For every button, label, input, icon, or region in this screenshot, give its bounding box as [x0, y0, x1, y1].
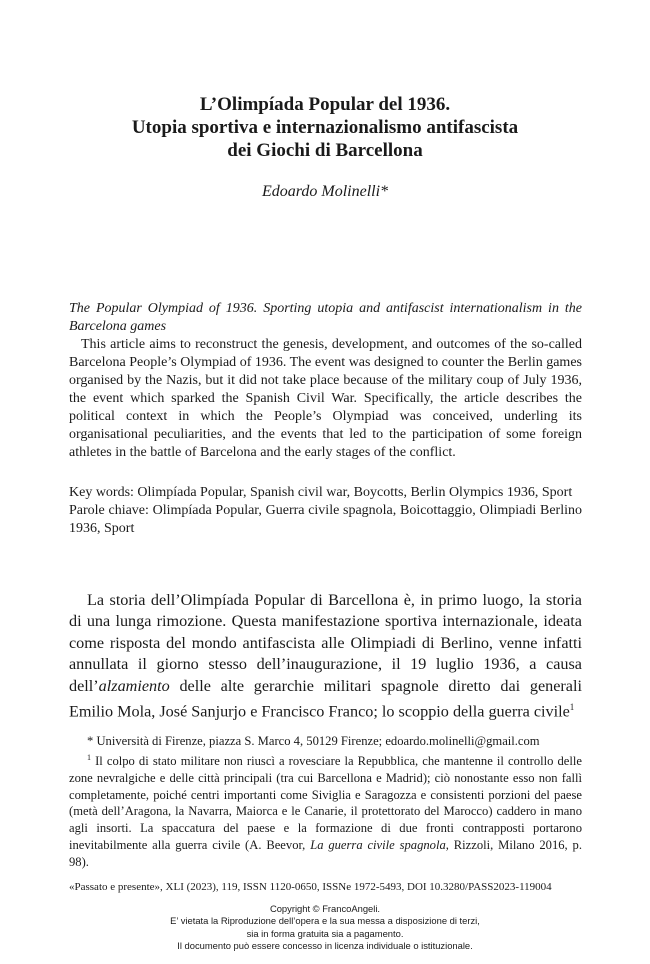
footnote-1-text: Il colpo di stato militare non riuscì a rovesciare la Repubblica, che mantenne il controllo delle zone nevralgiche e delle città principali (tra cui Barcellona e Madrid); ciò nonostante esso non fallì completamente, poiché centri importanti come Siviglia e Saragozza e consistenti porzioni del paese (metà dell’Aragona, la Navarra, Maiorca e le Canarie, il protettorato del Marocco) caddero in mano agli insorti. La spaccatura del paese e la formazione di due fronti contrapposti portarono inevitabilmente alla guerra civile (A. Beevor,	[69, 753, 582, 852]
keywords-italian: Parole chiave: Olimpíada Popular, Guerra civile spagnola, Boicottaggio, Olimpiadi Berlino 1936, Sport	[69, 503, 582, 536]
keywords-english: Key words: Olimpíada Popular, Spanish civil war, Boycotts, Berlin Olympics 1936, Sport	[69, 485, 573, 500]
footnote-1-book-title: La guerra civile spagnola	[310, 837, 446, 852]
body-text-part-1: La storia dell’Olimpíada Popular di Barcellona è, in primo luogo, la storia di una lunga rimozione. Questa manifestazione sportiva internazionale, ideata come risposta del mondo antifascista alle Olimpiadi di Berlino, venne infatti annullata il giorno stesso dell’inaugurazione, il 19 luglio 1936, a causa dell’	[69, 591, 582, 695]
body-text-part-2: delle alte gerarchie militari spagnole diretto dai generali Emilio Mola, José Sanjurjo e Francisco Franco; lo scoppio della guerra civile	[69, 676, 582, 721]
keywords-block	[69, 484, 582, 538]
copyright-notice	[80, 903, 570, 952]
abstract-text: This article aims to reconstruct the genesis, development, and outcomes of the so-called Barcelona People’s Olympiad of 1936. The event was designed to counter the Berlin games organised by the Nazis, but it did not take place because of the military coup of July 1936, the event which sparked the Spanish Civil War. Specifically, the article describes the political context in which the People’s Olympiad was conceived, underling its organisational peculiarities, and the events that led to the participation of some foreign athletes in the battle of Barcelona and the early stages of the conflict.	[69, 337, 582, 460]
author-name: Edoardo Molinelli*	[261, 183, 389, 200]
journal-citation: «Passato e presente», XLI (2023), 119, ISSN 1120-0650, ISSNe 1972-5493, DOI 10.3280/PASS2023-119004	[69, 881, 552, 893]
copyright-line-2: E’ vietata la Riproduzione dell’opera e la sua messa a disposizione di terzi,	[170, 915, 480, 927]
copyright-line-4: Il documento può essere concesso in licenza individuale o istituzionale.	[177, 939, 473, 951]
footnote-ref-1[interactable]: 1	[569, 702, 575, 713]
abstract-english-title: The Popular Olympiad of 1936. Sporting utopia and antifascist internationalism in the Barcelona games	[69, 301, 582, 334]
body-italic-term: alzamiento	[98, 676, 170, 695]
footnote-affiliation: * Università di Firenze, piazza S. Marco 4, 50129 Firenze; edoardo.molinelli@gmail.com	[87, 734, 540, 748]
footnotes	[69, 733, 582, 871]
footnote-1-mark: 1	[87, 752, 91, 762]
title-line-2: Utopia sportiva e internazionalismo antifascista	[131, 117, 519, 138]
footnote-1-end: , Rizzoli, Milano 2016, p. 98).	[69, 837, 582, 869]
article-title	[70, 93, 580, 162]
title-line-3: dei Giochi di Barcellona	[227, 140, 423, 161]
copyright-line-1: Copyright © FrancoAngeli.	[269, 903, 381, 914]
footnote-1	[69, 750, 582, 871]
title-line-1: L’Olimpíada Popular del 1936.	[199, 94, 451, 115]
abstract	[69, 300, 582, 462]
copyright-line-3: sia in forma gratuita sia a pagamento.	[246, 927, 404, 939]
body-paragraph	[69, 590, 582, 723]
